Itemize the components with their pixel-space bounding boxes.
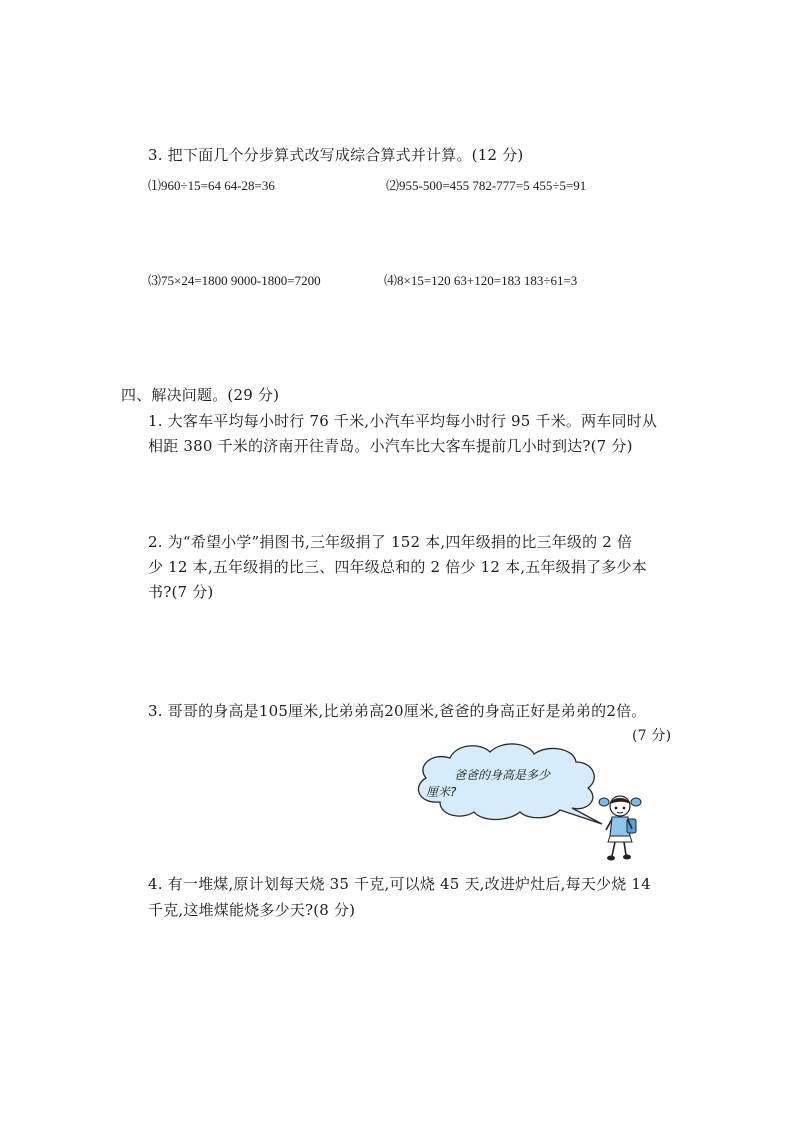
- q3-score: (7 分): [632, 728, 672, 744]
- bubble-line-2: 厘米?: [426, 785, 457, 799]
- equation-item-4: ⑷8×15=120 63+120=183 183÷61=3: [384, 273, 578, 288]
- equation-item-1: ⑴960÷15=64 64-28=36: [148, 178, 275, 193]
- q4-line-2: 千克,这堆煤能烧多少天?(8 分): [148, 901, 356, 919]
- equation-item-3: ⑶75×24=1800 9000-1800=7200: [148, 273, 321, 288]
- q2-line-2: 少 12 本,五年级捐的比三、四年级总和的 2 倍少 12 本,五年级捐了多少本: [148, 558, 647, 576]
- q1-line-2: 相距 380 千米的济南开往青岛。小汽车比大客车提前几小时到达?(7 分): [148, 437, 633, 455]
- q2-line-1: 2. 为“希望小学”捐图书,三年级捐了 152 本,四年级捐的比三年级的 2 倍: [148, 533, 633, 551]
- q2-line-3: 书?(7 分): [148, 583, 214, 601]
- part4-heading: 四、解决问题。(29 分): [121, 386, 280, 404]
- q1-line-1: 1. 大客车平均每小时行 76 千米,小汽车平均每小时行 95 千米。两车同时从: [148, 412, 658, 430]
- girl-illustration: [596, 792, 646, 864]
- section3-heading: 3. 把下面几个分步算式改写成综合算式并计算。(12 分): [148, 146, 524, 164]
- equation-item-2: ⑵955-500=455 782-777=5 455÷5=91: [386, 178, 587, 193]
- bubble-line-1: 爸爸的身高是多少: [454, 768, 551, 782]
- q3-line-1: 3. 哥哥的身高是105厘米,比弟弟高20厘米,爸爸的身高正好是弟弟的2倍。: [148, 702, 647, 720]
- q4-line-1: 4. 有一堆煤,原计划每天烧 35 千克,可以烧 45 天,改进炉灶后,每天少烧 14: [148, 875, 651, 893]
